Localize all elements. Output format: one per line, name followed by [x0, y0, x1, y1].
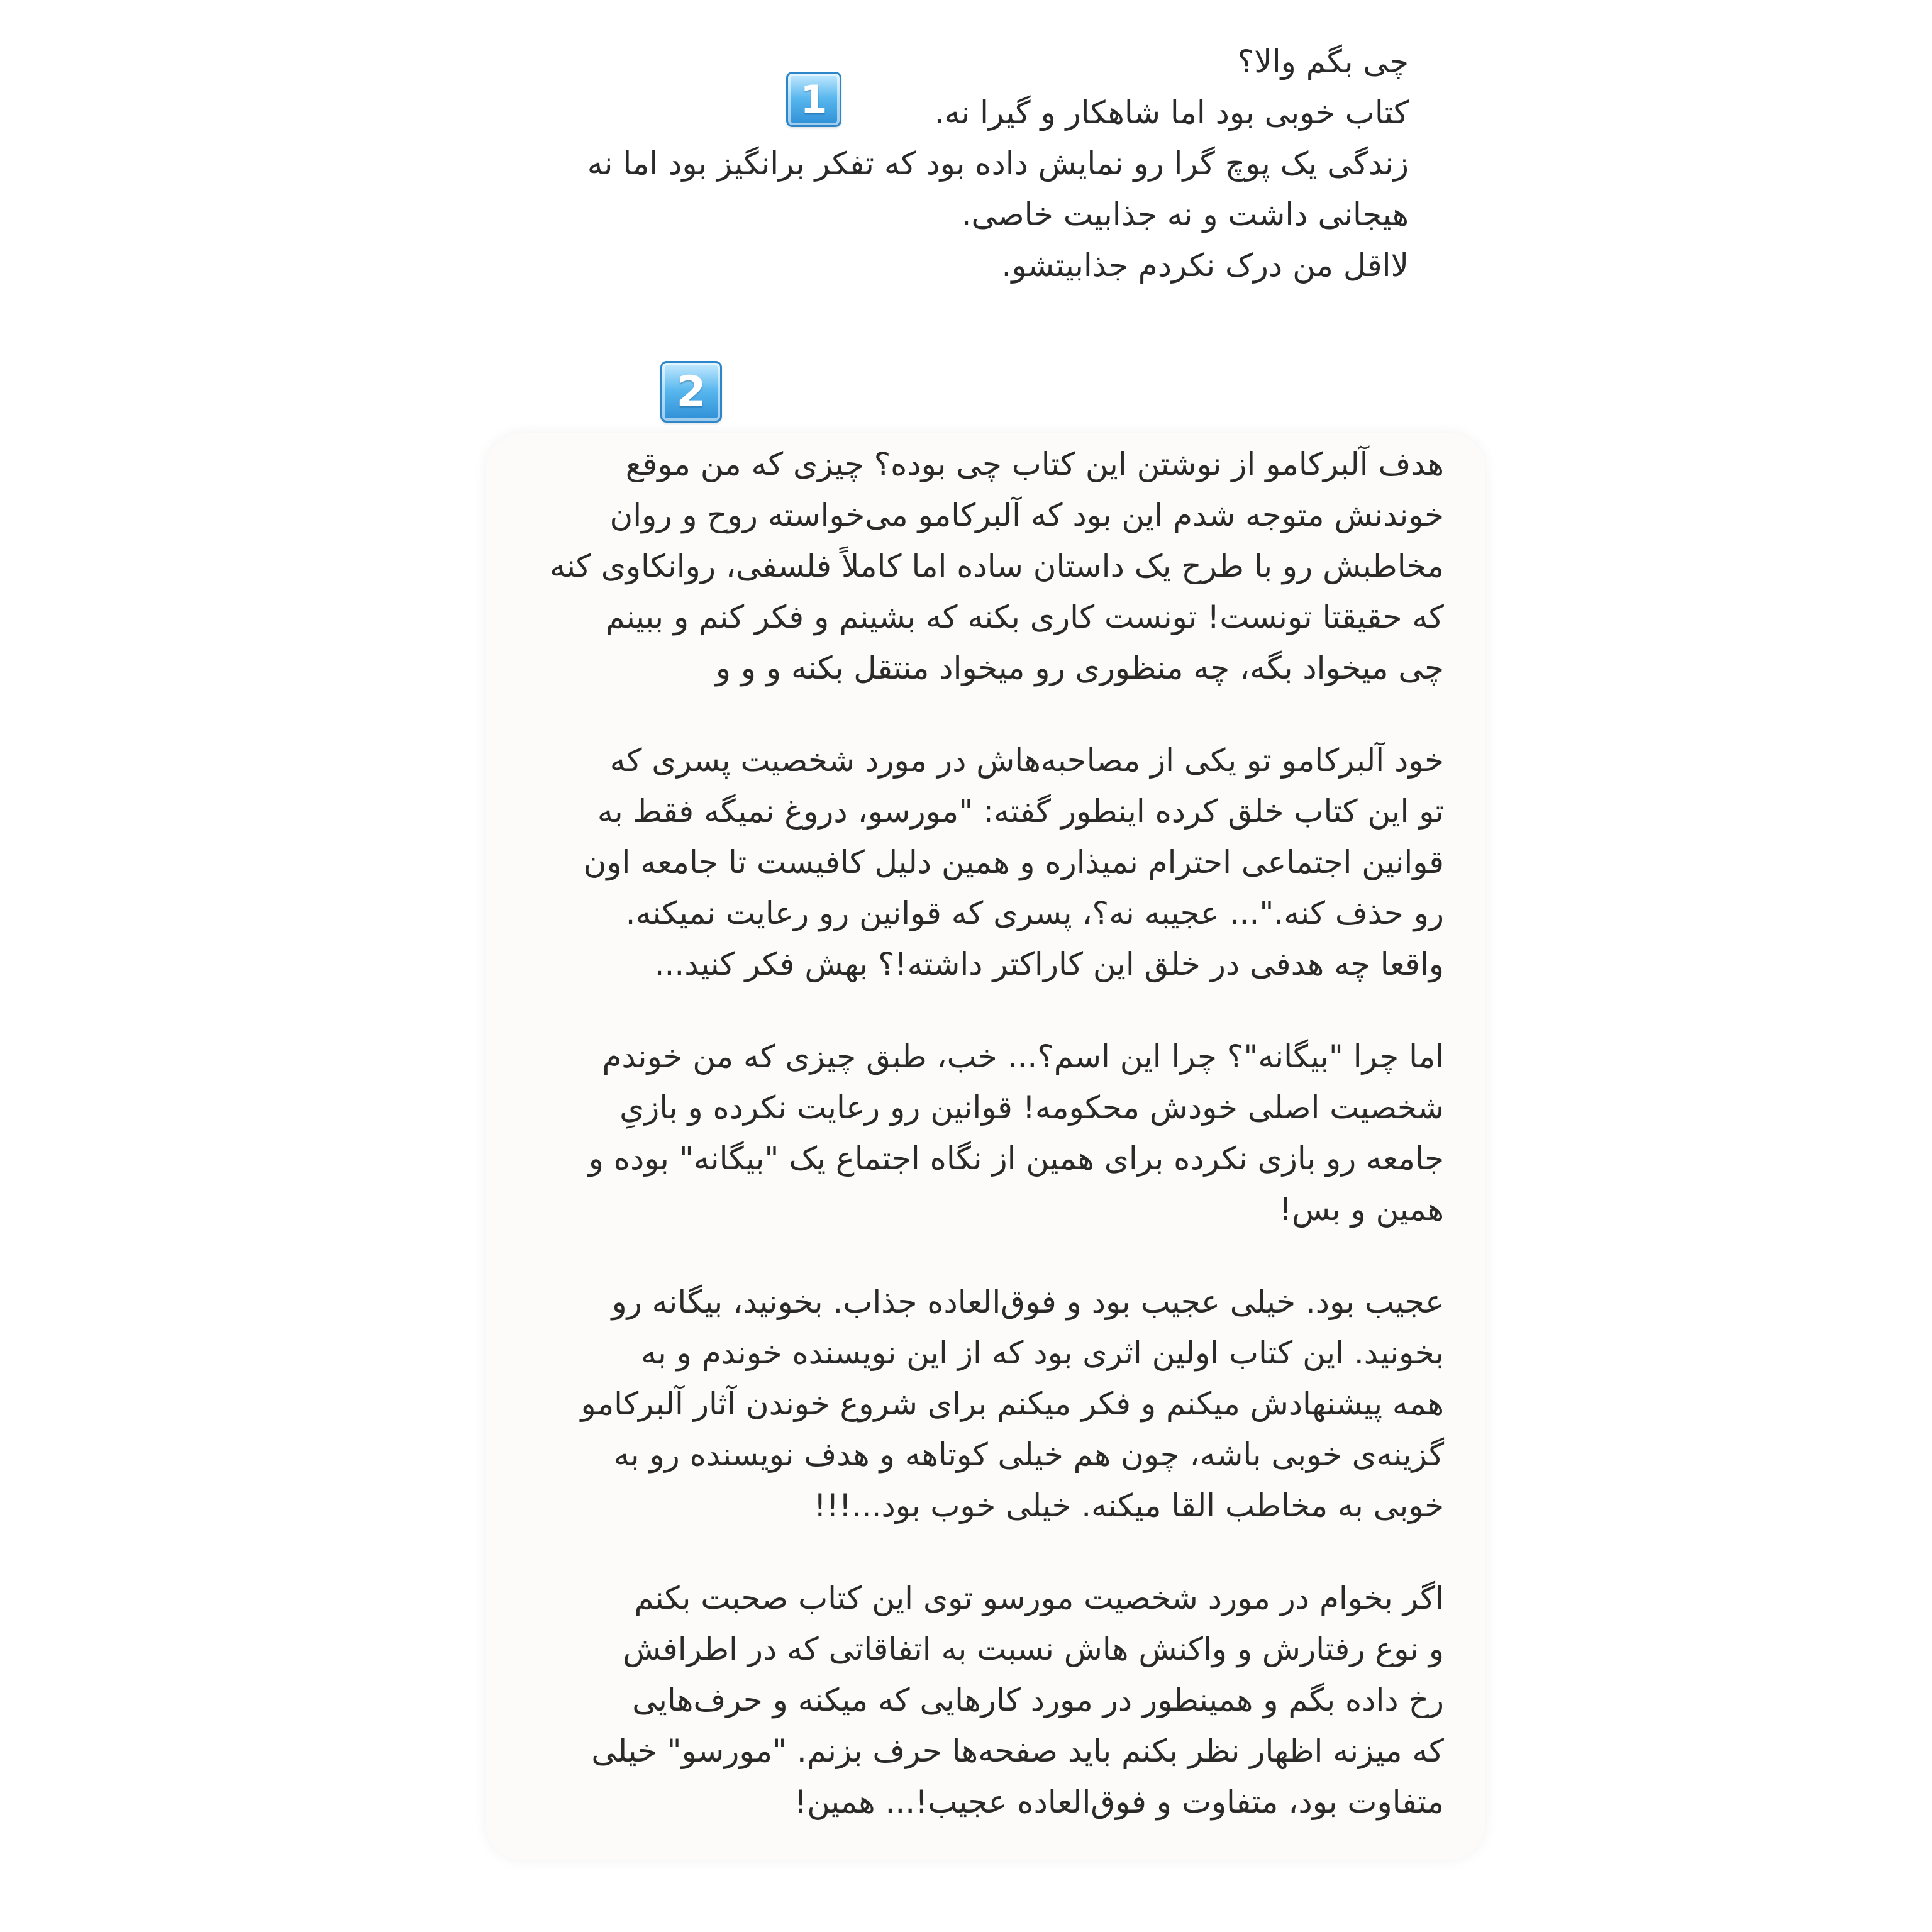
review-line: عجیب بود. خیلی عجیب بود و فوق‌العاده جذاب. بخونید، بیگانه رو: [611, 1284, 1444, 1320]
review-line: بخونید. این کتاب اولین اثری بود که از این نویسنده خوندم و به: [641, 1335, 1444, 1371]
review-line: تو این کتاب خلق کرده اینطور گفته: "مورسو، دروغ نمیگه فقط به: [597, 793, 1444, 830]
review-line: اگر بخوام در مورد شخصیت مورسو توی این کتاب صحبت بکنم: [634, 1580, 1444, 1616]
review-one-line: لااقل من درک نکردم جذابیتشو.: [1001, 247, 1409, 284]
review-line: جامعه رو بازی نکرده برای همین از نگاه اجتماع یک "بیگانه" بوده و: [588, 1140, 1444, 1177]
review-line: متفاوت بود، متفاوت و فوق‌العاده عجیب!... همین!: [794, 1784, 1444, 1820]
keycap-one-emoji: 1: [786, 72, 841, 127]
review-line: مخاطبش رو با طرح یک داستان ساده اما کاملاً فلسفی، روانکاوی کنه: [550, 548, 1444, 584]
review-one-line: چی بگم والا؟: [1237, 43, 1409, 80]
review-line: همه پیشنهادش میکنم و فکر میکنم برای شروع خوندن آثار آلبرکامو: [580, 1385, 1444, 1422]
review-line: که حقیقتا تونست! تونست کاری بکنه که بشینم و فکر کنم و ببینم: [605, 599, 1444, 635]
review-line: قوانین اجتماعی احترام نمیذاره و همین دلیل کافیست تا جامعه اون: [583, 844, 1444, 880]
review-line: رخ داده بگم و همینطور در مورد کارهایی که میکنه و حرف‌هایی: [632, 1682, 1444, 1718]
review-line: که میزنه اظهار نظر بکنم باید صفحه‌ها حرف بزنم. "مورسو" خیلی: [591, 1733, 1444, 1769]
review-one-line: هیجانی داشت و نه جذابیت خاصی.: [961, 196, 1409, 233]
review-one-text: [528, 36, 1409, 291]
review-paragraph: [519, 1277, 1444, 1531]
review-paragraph: [519, 735, 1444, 990]
review-one-line: زندگی یک پوچ گرا رو نمایش داده بود که تفکر برانگیز بود اما نه: [587, 145, 1409, 182]
review-line: و نوع رفتارش و واکنش هاش نسبت به اتفاقاتی که در اطرافش: [623, 1631, 1444, 1667]
review-line: هدف آلبرکامو از نوشتن این کتاب چی بوده؟ چیزی که من موقع: [625, 446, 1444, 482]
review-paragraph: [519, 1031, 1444, 1235]
review-one-line: کتاب خوبی بود اما شاهکار و گیرا نه.: [934, 94, 1409, 131]
review-line: شخصیت اصلی خودش محکومه! قوانین رو رعایت نکرده و بازیِ: [619, 1089, 1444, 1126]
review-line: خوبی به مخاطب القا میکنه. خیلی خوب بود...!!!: [813, 1487, 1444, 1524]
review-line: خود آلبرکامو تو یکی از مصاحبه‌هاش در مورد شخصیت پسری که: [609, 742, 1444, 779]
review-line: رو حذف کنه."... عجیبه نه؟، پسری که قوانین رو رعایت نمیکنه.: [625, 895, 1444, 931]
review-two-text: [519, 439, 1444, 1828]
review-line: گزینه‌ی خوبی باشه، چون هم خیلی کوتاهه و هدف نویسنده رو به: [613, 1436, 1444, 1473]
review-line: خوندنش متوجه شدم این بود که آلبرکامو می‌خواسته روح و روان: [609, 497, 1444, 533]
review-line: واقعا چه هدفی در خلق این کاراکتر داشته!؟ بهش فکر کنید...: [654, 946, 1444, 982]
review-line: همین و بس!: [1279, 1191, 1444, 1228]
review-paragraph: [519, 1573, 1444, 1828]
keycap-two-emoji: 2: [660, 361, 722, 423]
review-paragraph: [519, 439, 1444, 694]
review-line: اما چرا "بیگانه"؟ چرا این اسم؟... خب، طبق چیزی که من خوندم: [602, 1038, 1444, 1075]
review-line: چی میخواد بگه، چه منظوری رو میخواد منتقل بکنه و و و: [715, 650, 1444, 686]
